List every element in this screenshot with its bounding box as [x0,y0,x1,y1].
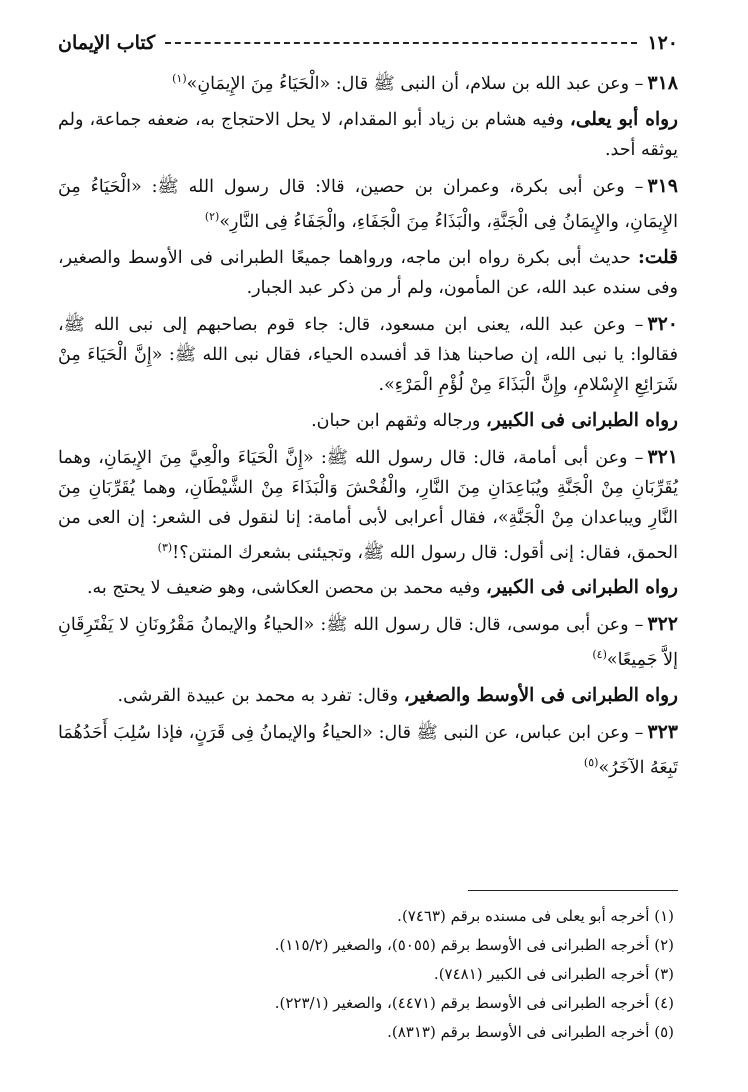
hadith-number: ٣٢٠ [647,312,678,335]
narration-lead: قلت: [638,246,678,268]
hadith-number: ٣١٩ [647,174,678,197]
narration-lead: رواه الطبرانى فى الكبير، [485,409,678,431]
narration-entry [58,406,678,436]
hadith-text: – وعن عبد الله بن سلام، أن النبى ﷺ قال: «الْحَيَاءُ مِنَ الإِيمَانِ» [186,73,644,94]
book-title: كتاب الإيمان [58,32,156,54]
footnote: (٣) أخرجه الطبرانى فى الكبير (٧٤٨١). [433,965,674,983]
footnote: (١) أخرجه أبو يعلى فى مسنده برقم (٧٤٦٣). [397,907,674,925]
narration-text: وفيه هشام بن زياد أبو المقدام، لا يحل الاحتجاج به، ضعفه جماعة، ولم يوثقه أحد. [58,109,678,160]
hadith-entry [58,309,678,400]
narration-entry [58,681,678,711]
hadith-text: – وعن أبى أمامة، قال: قال رسول الله ﷺ: «إِنَّ الْحَيَاءَ والْعِيَّ مِنَ الإِيمَانِ، وهما يُقَرِّبَانِ مِنْ الْجَنَّةِ ويُبَاعِدَانِ مِنَ النَّارِ، والْفُحْشَ وَالْبَذَاءَ مِنْ الشَّيْطَانِ، وهما يُقَرِّبَانِ مِنَ النَّارِ ويباعدان مِنْ الْجَنَّةِ»، فقال أعرابى لأبى أمامة: إنا لنقول فى الشعر: إن العى من الحمق، فقال: إنى أقول: قال رسول الله ﷺ، وتجيئنى بشعرك المنتن؟! [58,447,678,563]
running-header [58,30,678,56]
narration-entry [58,243,678,303]
hadith-number: ٣٢٢ [647,613,678,636]
footnote-ref: (٢) [204,209,220,223]
hadith-entry [58,717,678,783]
narration-text: وقال: تفرد به محمد بن عبيدة القرشى. [117,686,404,707]
footnote: (٥) أخرجه الطبرانى فى الأوسط برقم (٨٣١٣). [387,1023,674,1041]
narration-lead: رواه الطبرانى فى الكبير، [485,577,678,599]
hadith-text: – وعن ابن عباس، عن النبى ﷺ قال: «الحياءُ والإيمانُ فِى قَرَنٍ، فإذا سُلِبَ أَحَدُهُمَا تَبِعَهُ الآخَرُ» [58,723,678,779]
hadith-entry [58,609,678,675]
hadith-number: ٣٢١ [647,445,678,468]
main-text [58,60,678,789]
narration-lead: رواه أبو يعلى، [569,108,678,130]
hadith-entry [58,64,678,99]
hadith-number: ٣٢٣ [647,721,678,744]
narration-text: وفيه محمد بن محصن العكاشى، وهو ضعيف لا يحتج به. [86,578,486,599]
footnote-ref: (١) [172,72,187,85]
footnote: (٤) أخرجه الطبرانى فى الأوسط برقم (٤٤٧١)، والصغير (٢٢٣/١). [274,994,674,1012]
narration-lead: رواه الطبرانى فى الأوسط والصغير، [403,685,678,707]
footnote-separator [468,890,678,891]
hadith-text: – وعن عبد الله، يعنى ابن مسعود، قال: جاء قوم بصاحبهم إلى نبى الله ﷺ، فقالوا: يا نبى الله، إن صاحبنا هذا قد أفسده الحياء، فقال نبى الله ﷺ: «إِنَّ الْحَيَاءَ مِنْ شَرَائِعِ الإِسْلامِ، وإِنَّ الْبَذَاءَ مِنْ لُؤْمِ الْمَرْءِ». [58,314,678,395]
narration-entry [58,105,678,165]
hadith-number: ٣١٨ [647,71,678,94]
narration-text: حديث أبى بكرة رواه ابن ماجه، ورواهما جميعًا الطبرانى فى الأوسط والصغير، وفى سنده عبد الله، عن المأمون، ولم أر من ذكر عبد الجبار. [58,247,678,298]
page-number: ١٢٠ [647,32,678,54]
hadith-text: – وعن أبى بكرة، وعمران بن حصين، قالا: قال رسول الله ﷺ: «الْحَيَاءُ مِنَ الإِيمَانِ، والإِيمَانُ فِى الْجَنَّةِ، والْبَذَاءُ مِنَ الْجَفَاءِ، والْجَفَاءُ فِى النَّارِ» [58,176,678,232]
hadith-text: – وعن أبى موسى، قال: قال رسول الله ﷺ: «الحياءُ والإيمانُ مَقْرُونَانِ لا يَفْتَرِقَانِ إلاَّ جَمِيعًا» [58,615,678,671]
footnotes [58,902,674,1047]
footnote-ref: (٤) [592,648,607,662]
narration-entry [58,573,678,603]
footnote: (٢) أخرجه الطبرانى فى الأوسط برقم (٥٠٥٥)، والصغير (١١٥/٢). [274,936,674,954]
footnote-ref: (٣) [157,540,173,554]
hadith-entry [58,442,678,568]
footnote-ref: (٥) [583,756,599,770]
header-rule [165,42,637,44]
hadith-entry [58,171,678,237]
narration-text: ورجاله وثقهم ابن حبان. [311,410,486,431]
